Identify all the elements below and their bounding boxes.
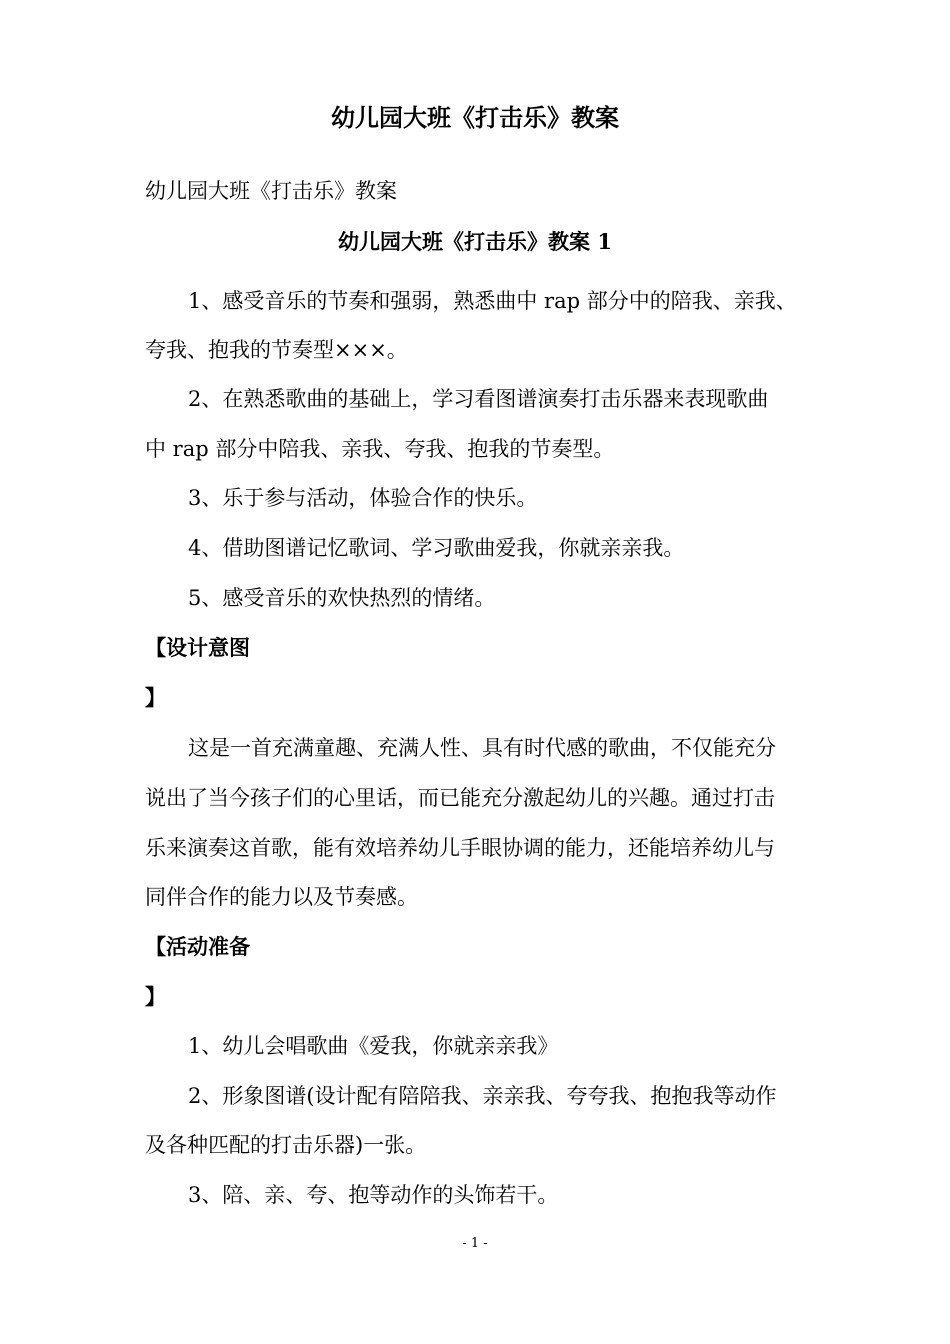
- design-paragraph-line-1: 这是一首充满童趣、充满人性、具有时代感的歌曲，不仅能充分: [188, 736, 776, 760]
- goal-1-line-2: 夸我、抱我的节奏型×××。: [145, 338, 408, 362]
- prep-heading-close: 】: [145, 984, 166, 1009]
- design-paragraph-line-4: 同伴合作的能力以及节奏感。: [145, 885, 418, 909]
- prep-heading-open: 【活动准备: [145, 934, 250, 959]
- prep-item-3: 3、陪、亲、夸、抱等动作的头饰若干。: [188, 1183, 559, 1207]
- goal-1-line-1: 1、感受音乐的节奏和强弱，熟悉曲中 rap 部分中的陪我、亲我、: [188, 289, 797, 313]
- goal-3: 3、乐于参与活动，体验合作的快乐。: [188, 486, 538, 510]
- goal-2-line-2: 中 rap 部分中陪我、亲我、夸我、抱我的节奏型。: [145, 437, 615, 461]
- goal-4: 4、借助图谱记忆歌词、学习歌曲爱我，你就亲亲我。: [188, 536, 685, 560]
- design-paragraph-line-3: 乐来演奏这首歌，能有效培养幼儿手眼协调的能力，还能培养幼儿与: [145, 836, 775, 860]
- prep-item-1: 1、幼儿会唱歌曲《爱我，你就亲亲我》: [188, 1034, 559, 1058]
- prep-item-2-line-2: 及各种匹配的打击乐器)一张。: [145, 1133, 427, 1157]
- document-title: 幼儿园大班《打击乐》教案: [331, 103, 619, 132]
- design-paragraph-line-2: 说出了当今孩子们的心里话，而已能充分激起幼儿的兴趣。通过打击: [145, 786, 775, 810]
- design-heading-close: 】: [145, 685, 166, 710]
- intro-line: 幼儿园大班《打击乐》教案: [145, 179, 397, 203]
- goal-5: 5、感受音乐的欢快热烈的情绪。: [188, 586, 496, 610]
- page-number: - 1 -: [462, 1236, 488, 1251]
- design-heading-open: 【设计意图: [145, 635, 250, 660]
- goal-2-line-1: 2、在熟悉歌曲的基础上，学习看图谱演奏打击乐器来表现歌曲: [188, 387, 769, 411]
- prep-item-2-line-1: 2、形象图谱(设计配有陪陪我、亲亲我、夸夸我、抱抱我等动作: [188, 1084, 777, 1108]
- section-title: 幼儿园大班《打击乐》教案 1: [338, 229, 612, 254]
